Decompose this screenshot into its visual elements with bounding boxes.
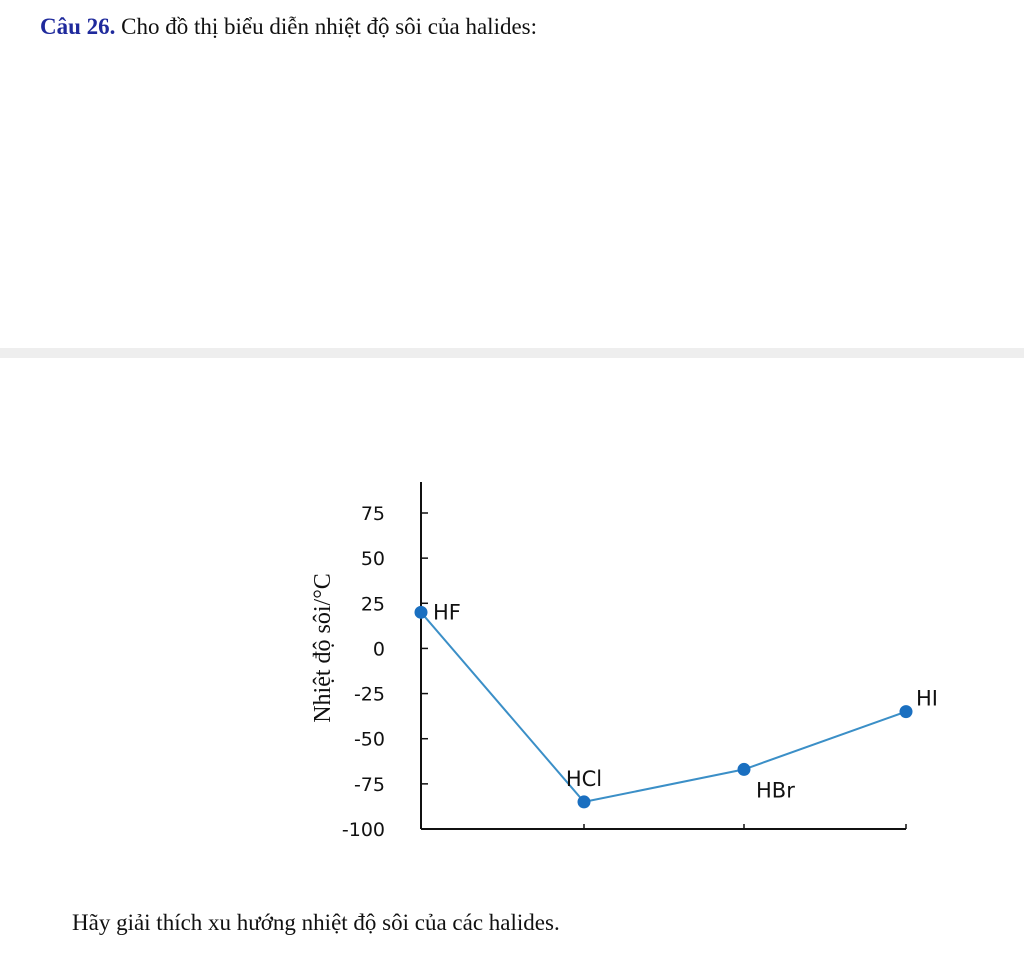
y-tick-label: -25 [353,683,385,706]
data-point-hf [415,606,428,619]
point-label-hcl: HCl [565,766,603,791]
y-tick-label: 0 [372,638,385,661]
y-tick-label: -100 [341,819,385,841]
series-line [421,612,906,802]
y-tick-label: 75 [360,503,385,525]
y-tick-label: -50 [353,728,385,751]
data-point-hcl [578,795,591,808]
question-number: Câu 26. [40,14,116,39]
point-label-hbr: HBr [756,778,795,803]
y-tick-label: 50 [360,548,385,571]
point-label-hf: HF [433,600,461,625]
point-label-hi: HI [916,686,938,711]
footer-question: Hãy giải thích xu hướng nhiệt độ sôi của các halides. [72,910,560,935]
question-text: Cho đồ thị biểu diễn nhiệt độ sôi của halides: [121,14,538,39]
y-tick-label: -75 [353,773,385,796]
data-point-hbr [738,763,751,776]
y-axis-label: Nhiệt độ sôi/°C [310,573,336,723]
data-point-hi [900,705,913,718]
y-tick-label: 25 [360,593,385,616]
